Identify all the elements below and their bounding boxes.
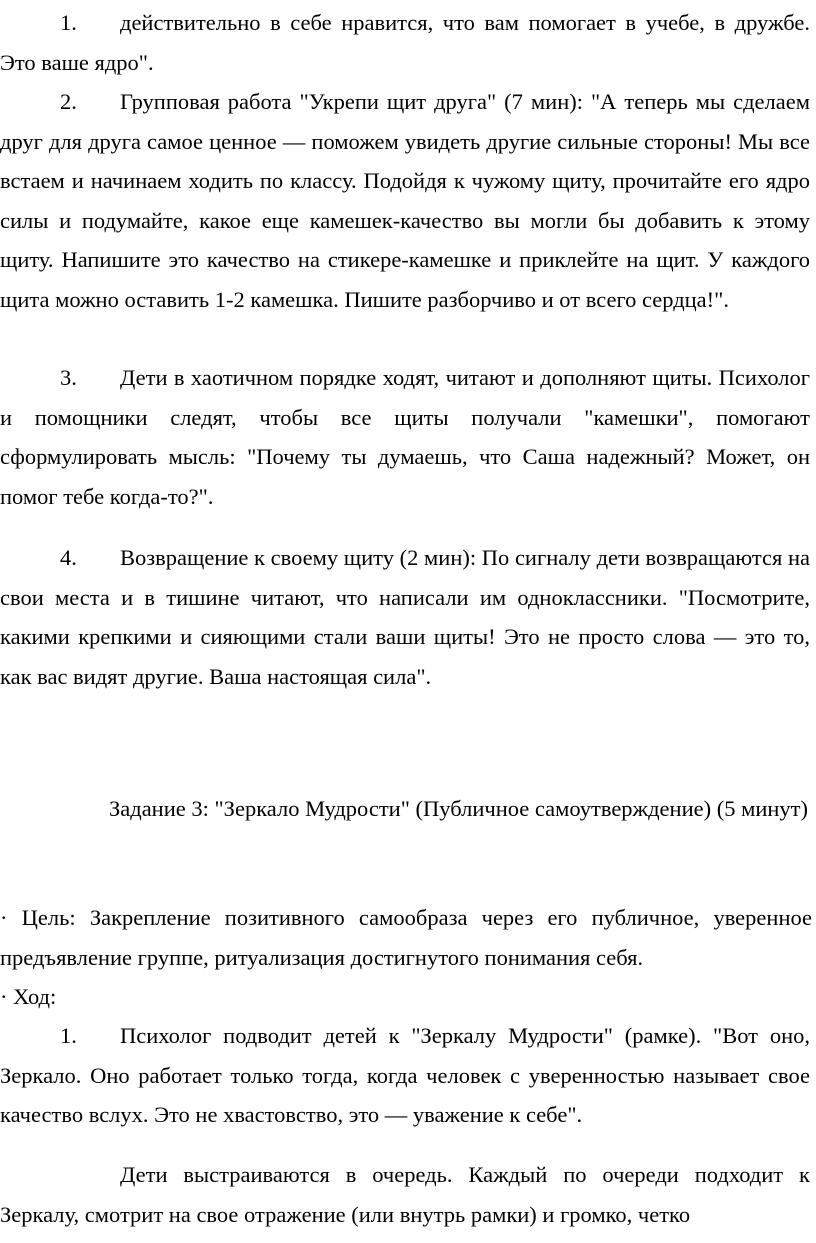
list-number: 2. [60,89,77,114]
list-number: 3. [60,365,77,390]
list-number: 1. [60,1023,77,1048]
list-text: Дети в хаотичном порядке ходят, читают и дополняют щиты. Психолог и помощники следят, чтобы все щиты получали "камешки", помогают сформулировать мысль: "Почему ты думаешь, что Саша надежный? Может, он помог тебе когда-то?". [0,365,810,509]
list-text: Групповая работа "Укрепи щит друга" (7 мин): "А теперь мы сделаем друг для друга самое ценное — поможем увидеть другие сильные стороны! Мы все встаем и начинаем ходить по классу. Подойдя к чужому щиту, прочитайте его ядро силы и подумайте, какое еще камешек-качество вы могли бы добавить к этому щиту. Напишите это качество на стикере-камешке и приклейте на щит. У каждого щита можно оставить 1-2 камешка. Пишите разборчиво и от всего сердца!". [0,89,810,312]
list-text: Психолог подводит детей к "Зеркалу Мудрости" (рамке). "Вот оно, Зеркало. Оно работает только тогда, когда человек с уверенностью называет свое качество вслух. Это не хвастовство, это — уважение к себе". [0,1023,810,1127]
list-number: 4. [60,545,77,570]
list-item-1 [0,3,810,82]
list-text: Возвращение к своему щиту (2 мин): По сигналу дети возвращаются на свои места и в тишине читают, что написали им одноклассники. "Посмотрите, какими крепкими и сияющими стали ваши щиты! Это не просто слова — это то, как вас видят другие. Ваша настоящая сила". [0,545,810,689]
step-paragraph: Дети выстраиваются в очередь. Каждый по очереди подходит к Зеркалу, смотрит на свое отражение (или внутрь рамки) и громко, четко [0,1162,810,1227]
list-text: действительно в себе нравится, что вам помогает в учебе, в дружбе. Это ваше ядро". [0,10,810,75]
list-item-2 [0,82,810,319]
section-heading: Задание 3: "Зеркало Мудрости" (Публичное самоутверждение) (5 минут) [108,796,808,821]
list-number: 1. [60,10,77,35]
list-item-4 [0,538,810,696]
list-item-3 [0,358,810,516]
goal-paragraph: · Цель: Закрепление позитивного самообраза через его публичное, уверенное предъявление группе, ритуализация достигнутого понимания себя. [0,905,812,970]
step-item-1 [0,1016,810,1135]
course-label: · Ход: [0,984,57,1009]
